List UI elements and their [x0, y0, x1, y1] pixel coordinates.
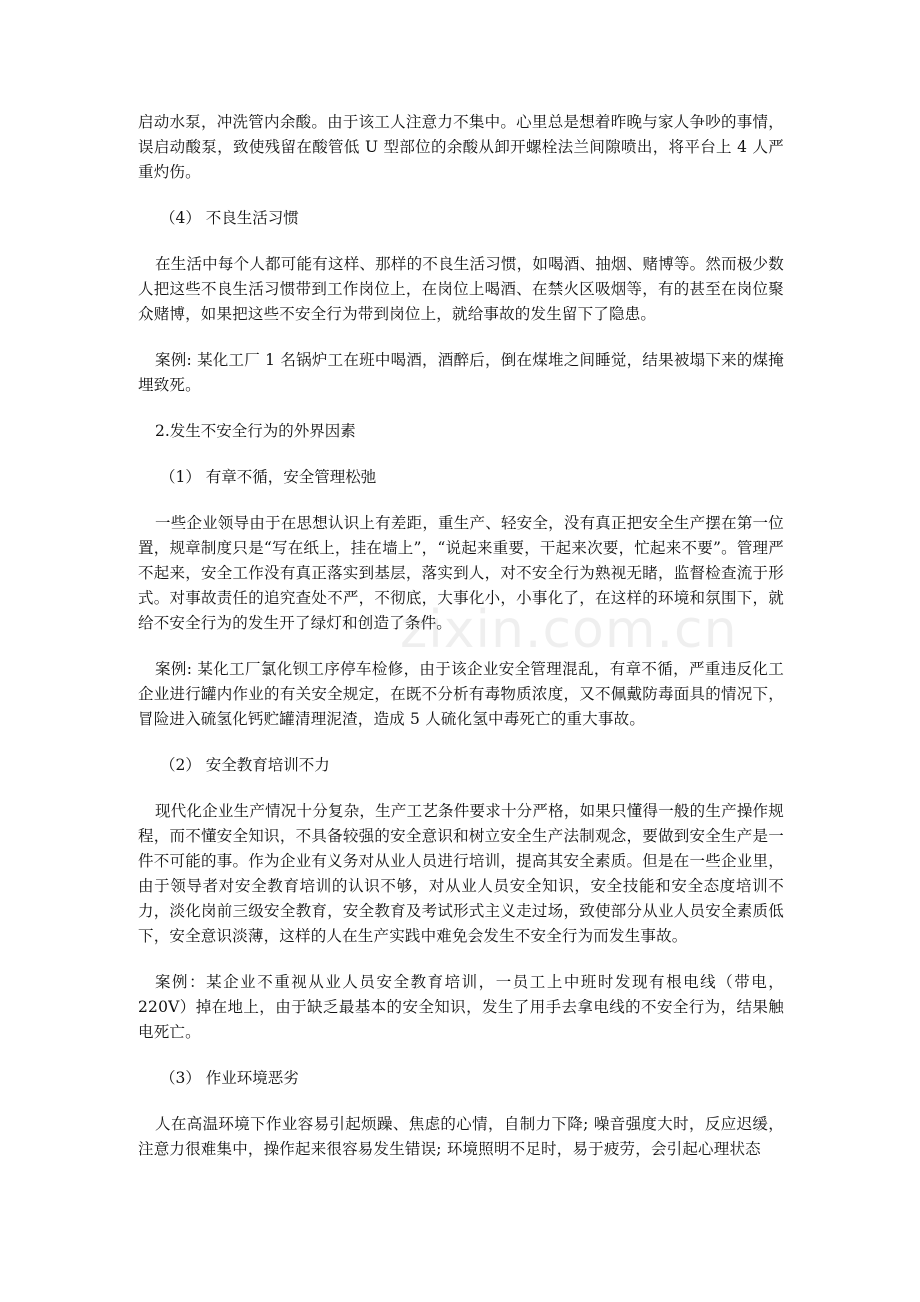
heading-rules-not-followed: （1） 有章不循，安全管理松弛 [160, 468, 377, 486]
site-watermark: zixin.com.cn [400, 600, 738, 660]
paragraph-case-boiler-worker: 案例: 某化工厂 1 名锅炉工在班中喝酒，酒醉后，倒在煤堆之间睡觉，结果被塌下来的煤掩埋致死。 [138, 351, 784, 394]
heading-bad-environment: （3） 作业环境恶劣 [160, 1069, 299, 1087]
document-page [138, 110, 784, 1183]
paragraph-case-electric-wire: 案例：某企业不重视从业人员安全教育培训，一员工上中班时发现有根电线（带电，220V）掉在地上，由于缺乏最基本的安全知识，发生了用手去拿电线的不安全行为，结果触电死亡。 [138, 973, 784, 1041]
paragraph-acid-accident-continued: 启动水泵，冲洗管内余酸。由于该工人注意力不集中。心里总是想着昨晚与家人争吵的事情，误启动酸泵，致使残留在酸管低 U 型部位的余酸从卸开螺栓法兰间隙喷出，将平台上 4 人严重灼伤。 [138, 113, 784, 181]
paragraph-bad-habits: 在生活中每个人都可能有这样、那样的不良生活习惯，如喝酒、抽烟、赌博等。然而极少数人把这些不良生活习惯带到工作岗位上，在岗位上喝酒、在禁火区吸烟等，有的甚至在岗位聚众赌博，如果把这些不安全行为带到岗位上，就给事故的发生留下了隐患。 [138, 255, 784, 323]
paragraph-training: 现代化企业生产情况十分复杂，生产工艺条件要求十分严格，如果只懂得一般的生产操作规程，而不懂安全知识，不具备较强的安全意识和树立安全生产法制观念，要做到安全生产是一件不可能的事。作为企业有义务对从业人员进行培训，提高其安全素质。但是在一些企业里，由于领导者对安全教育培训的认识不够，对从业人员安全知识，安全技能和安全态度培训不力，淡化岗前三级安全教育，安全教育及考试形式主义走过场，致使部分从业人员安全素质低下，安全意识淡薄，这样的人在生产实践中难免会发生不安全行为而发生事故。 [138, 802, 784, 945]
paragraph-case-barium-chloride: 案例: 某化工厂氯化钡工序停车检修，由于该企业安全管理混乱，有章不循，严重违反化工企业进行罐内作业的有关安全规定，在既不分析有毒物质浓度，又不佩戴防毒面具的情况下，冒险进入硫氢化钙贮罐清理泥渣，造成 5 人硫化氢中毒死亡的重大事故。 [138, 660, 784, 728]
paragraph-lax-management: 一些企业领导由于在思想认识上有差距，重生产、轻安全，没有真正把安全生产摆在第一位置，规章制度只是“写在纸上，挂在墙上”，“说起来重要，干起来次要，忙起来不要”。管理严不起来，安全工作没有真正落实到基层，落实到人，对不安全行为熟视无睹，监督检查流于形式。对事故责任的追究查处不严，不彻底，大事化小，小事化了，在这样的环境和氛围下，就给不安全行为的发生开了绿灯和创造了条件。 [138, 514, 784, 632]
heading-external-factors: 2.发生不安全行为的外界因素 [155, 422, 356, 440]
heading-bad-habits: （4） 不良生活习惯 [160, 209, 299, 227]
heading-training-inadequate: （2） 安全教育培训不力 [160, 756, 330, 774]
paragraph-environment: 人在高温环境下作业容易引起烦躁、焦虑的心情，自制力下降; 噪音强度大时，反应迟缓，注意力很难集中，操作起来很容易发生错误; 环境照明不足时，易于疲劳，会引起心理状态 [138, 1115, 784, 1158]
